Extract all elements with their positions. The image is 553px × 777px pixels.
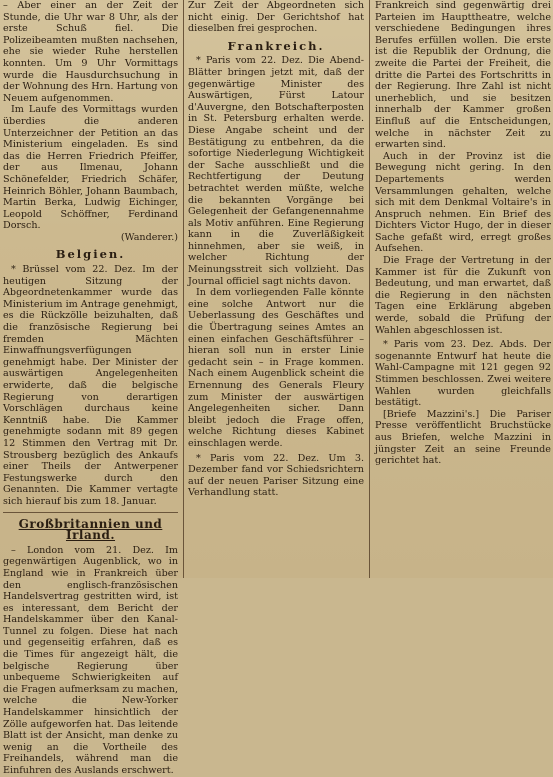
article-text: In dem vorliegenden Falle könnte eine solche Antwort nur die Ueberlassung des Geschäftes und die Übertragung seines Amtes an einen einfachen Geschäftsführer – hieran soll nun in erster Linie gedacht sein – in Frage kommen. Nach einem Augenblick scheint die Ernennung des Generals Fleury zum Minister der auswärtigen Angelegenheiten sicher. Dann bleibt jedoch die Frage offen, welche Richtung dieses Kabinet einschlagen werde.: [188, 287, 364, 449]
article-text: Auch in der Provinz ist die Bewegung nicht gering. In den Departements werden Versammlungen gehalten, welche sich mit dem Denkmal Voltaire's in Anspruch nehmen. Ein Brief des Dichters Victor Hugo, der in dieser Sache gefaßt wird, erregt großes Aufsehen.: [375, 150, 551, 255]
column-left: [3, 0, 178, 776]
article-text: [Briefe Mazzini's.] Die Pariser Presse veröffentlicht Bruchstücke aus Briefen, welche Mazzini in jüngster Zeit an seine Freunde gerichtet hat.: [375, 408, 551, 467]
column-divider-right: [369, 0, 370, 578]
column-middle: [188, 0, 364, 578]
section-separator: [3, 512, 178, 513]
article-text: – Aber einer an der Zeit der Stunde, die Uhr war 8 Uhr, als der erste Schuß fiel. Die Polizeibeamten mußten nachsehen, ehe sie wieder Ruhe herstellen konnten. Um 9 Uhr Vormittags wurde die Hausdurchsuchung in der Wohnung des Hrn. Hartung von Neuem aufgenommen.: [3, 0, 178, 104]
article-text: Frankreich sind gegenwärtig drei Parteien im Haupttheatre, welche verschiedene Bedingungen ihres Berufes erfüllen wollen. Die erste ist die Republik der Ordnung, die zweite die Partei der Freiheit, die dritte die Partei des Fortschritts in der Regierung. Ihre Zahl ist nicht unerheblich, und sie besitzen innerhalb der Kammer großen Einfluß auf die Entscheidungen, welche in nächster Zeit zu erwarten sind.: [375, 0, 551, 151]
article-text: Die Frage der Vertretung in der Kammer ist für die Zukunft von Bedeutung, und man erwartet, daß die Regierung in den nächsten Tagen eine Erklärung abgeben werde, sobald die Prüfung der Wahlen abgeschlossen ist.: [375, 255, 551, 336]
article-text: Zur Zeit der Abgeordneten sich nicht einig. Der Gerichtshof hat dieselben frei gesprochen.: [188, 0, 364, 35]
column-divider-left: [183, 0, 184, 578]
article-text: * Paris vom 22. Dez. Um 3. Dezember fand vor Schiedsrichtern auf der neuen Pariser Sitzung eine Verhandlung statt.: [188, 452, 364, 499]
column-right: [375, 0, 551, 578]
section-heading-belgium: Belgien.: [55, 247, 126, 262]
article-text: * Paris vom 23. Dez. Abds. Der sogenannte Entwurf hat heute die Wahl-Campagne mit 121 gegen 92 Stimmen beschlossen. Zwei weitere Wahlen wurden gleichfalls bestätigt.: [375, 339, 551, 409]
article-text: Im Laufe des Vormittags wurden überdies die anderen Unterzeichner der Petition an das Ministerium eingeladen. Es sind das die Herren Friedrich Pfeiffer, der aus Ilmenau, Johann Schönefelder, Friedrich Schäfer, Heinrich Böhler, Johann Baumbach, Martin Berka, Ludwig Eichinger, Leopold Schöffner, Ferdinand Dorsch.: [3, 104, 178, 232]
article-source: (Wanderer.): [120, 231, 178, 243]
article-text: * Brüssel vom 22. Dez. Im der heutigen Sitzung der Abgeordnetenkammer wurde das Ministerium im Antrage genehmigt, es die Rückzölle beizuhalten, daß die französische Regierung bei fremden Mächten Einwaffnungsverfügungen genehmigt habe. Der Minister der auswärtigen Angelegenheiten erwiderte, daß die belgische Regierung von derartigen Vorschlägen durchaus keine Kenntniß habe. Die Kammer genehmigte sodann mit 89 gegen 12 Stimmen den Vertrag mit Dr. Strousberg bezüglich des Ankaufs einer Theils der Antwerpener Festungswerke durch den Genannten. Die Kammer vertagte sich hierauf bis zum 18. Januar.: [3, 264, 178, 507]
section-heading-france: Frankreich.: [227, 38, 325, 53]
section-heading-britain: Großbritannien und Irland.: [18, 516, 163, 543]
article-text: – London vom 21. Dez. Im gegenwärtigen Augenblick, wo in England wie in Frankreich über den englisch-französischen Handelsvertrag gestritten wird, ist es interessant, dem Bericht der Handelskammer über den Kanal-Tunnel zu folgen. Diese hat nach und gegenseitig erfahren, daß es die Times für angezeigt hält, die belgische Regierung über unbequeme Schwierigkeiten auf die Fragen aufmerksam zu machen, welche die New-Yorker Handelskammer hinsichtlich der Zölle aufgeworfen hat. Das leitende Blatt ist der Ansicht, man denke zu wenig an die Vortheile des Freihandels, während man die Einfuhren des Auslands erschwert.: [3, 544, 178, 776]
article-text: * Paris vom 22. Dez. Die Abend-Blätter bringen jetzt mit, daß der gegenwärtige Minister des Auswärtigen, Fürst Latour d'Auvergne, den Botschafterposten in St. Petersburg erhalten werde. Diese Angabe scheint und der Bestätigung zu entbehren, da die sofortige Niederlegung Wichtigkeit der Sache ausschließt und die Rechtfertigung der Deutung betrachtet werden müßte, welche die bekannten Vorgänge bei Gelegenheit der Gefangenennahme als Motiv anführen. Eine Regierung kann in die Zuverläßigkeit hinnehmen, aber sie weiß, in welcher Richtung der Meinungsstreit sich vollzieht. Das Journal officiel sagt nichts davon.: [188, 55, 364, 287]
